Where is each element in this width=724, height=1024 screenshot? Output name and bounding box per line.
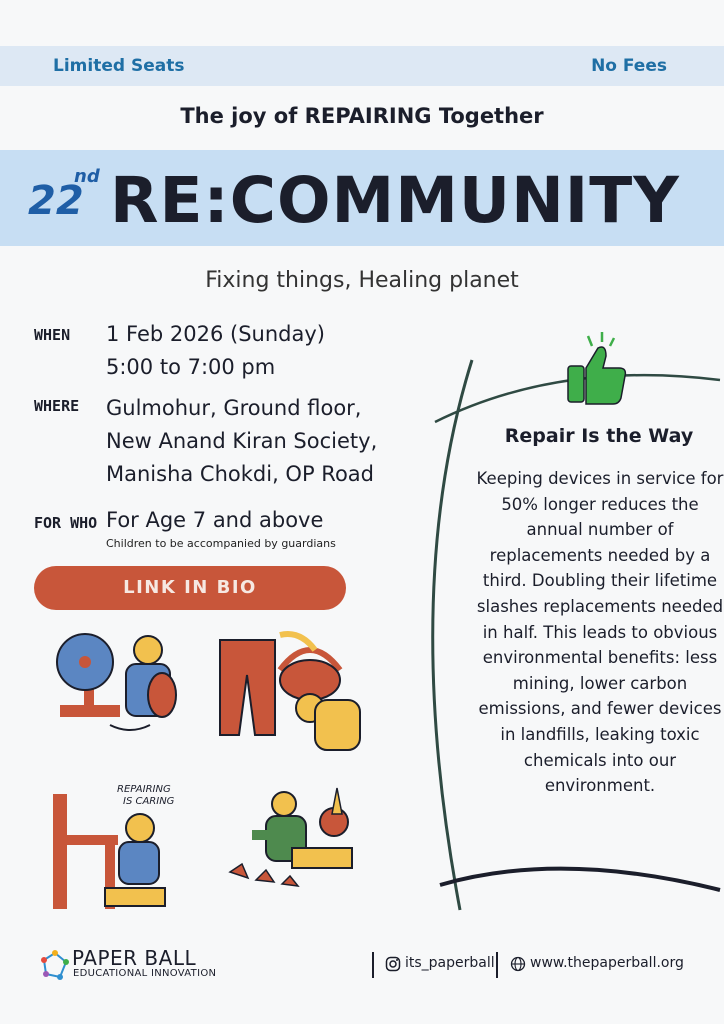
thumbs-up-icon (560, 328, 630, 408)
edition-number: 22 (28, 178, 84, 224)
footer-divider-2 (496, 952, 498, 978)
venue-line-2: New Anand Kiran Society, (106, 429, 378, 453)
venue-line-1: Gulmohur, Ground floor, (106, 396, 362, 420)
chair-repair-illustration (45, 780, 195, 915)
paper-ball-logo-icon (40, 950, 70, 980)
globe-icon (510, 956, 526, 972)
edition-suffix: nd (74, 166, 100, 187)
where-label: WHERE (34, 397, 80, 415)
when-label: WHEN (34, 326, 71, 344)
top-bar (0, 46, 724, 86)
repairing-caption-line-2: IS CARING (123, 796, 175, 807)
event-subtitle: Fixing things, Healing planet (205, 268, 519, 293)
instagram-icon (385, 956, 401, 972)
for-who-label: FOR WHO (34, 514, 98, 532)
sewing-repair-illustration (210, 630, 370, 760)
sidebar-body: Keeping devices in service for 50% longer reduces the annual number of replacements needed by a third. Doubling their lifetime slashes replacements needed in half. This leads to obvious environmental benefits: less mining, lower carbon emissions, and fewer devices in landfills, leaking toxic chemicals into our environment. (476, 469, 724, 796)
brand-name: PAPER BALL (72, 946, 197, 970)
instagram-handle[interactable]: its_paperball (405, 955, 495, 971)
event-time: 5:00 to 7:00 pm (106, 355, 276, 379)
fan-repair-illustration (40, 630, 190, 760)
website-link[interactable]: www.thepaperball.org (530, 955, 684, 971)
age-requirement: For Age 7 and above (106, 508, 324, 532)
brand-subtitle: EDUCATIONAL INNOVATION (73, 968, 217, 979)
event-title: RE:COMMUNITY (110, 164, 680, 237)
repairing-caption-line-1: REPAIRING (117, 784, 171, 795)
pottery-repair-illustration (222, 780, 372, 900)
venue-line-3: Manisha Chokdi, OP Road (106, 462, 374, 486)
tagline: The joy of REPAIRING Together (180, 104, 544, 128)
no-fees-label: No Fees (591, 56, 667, 76)
limited-seats-label: Limited Seats (53, 56, 185, 76)
link-in-bio-button[interactable]: LINK IN BIO (34, 566, 346, 610)
event-date: 1 Feb 2026 (Sunday) (106, 322, 325, 346)
footer-divider-1 (372, 952, 374, 978)
sidebar-title: Repair Is the Way (504, 425, 694, 447)
guardian-note: Children to be accompanied by guardians (106, 537, 336, 550)
